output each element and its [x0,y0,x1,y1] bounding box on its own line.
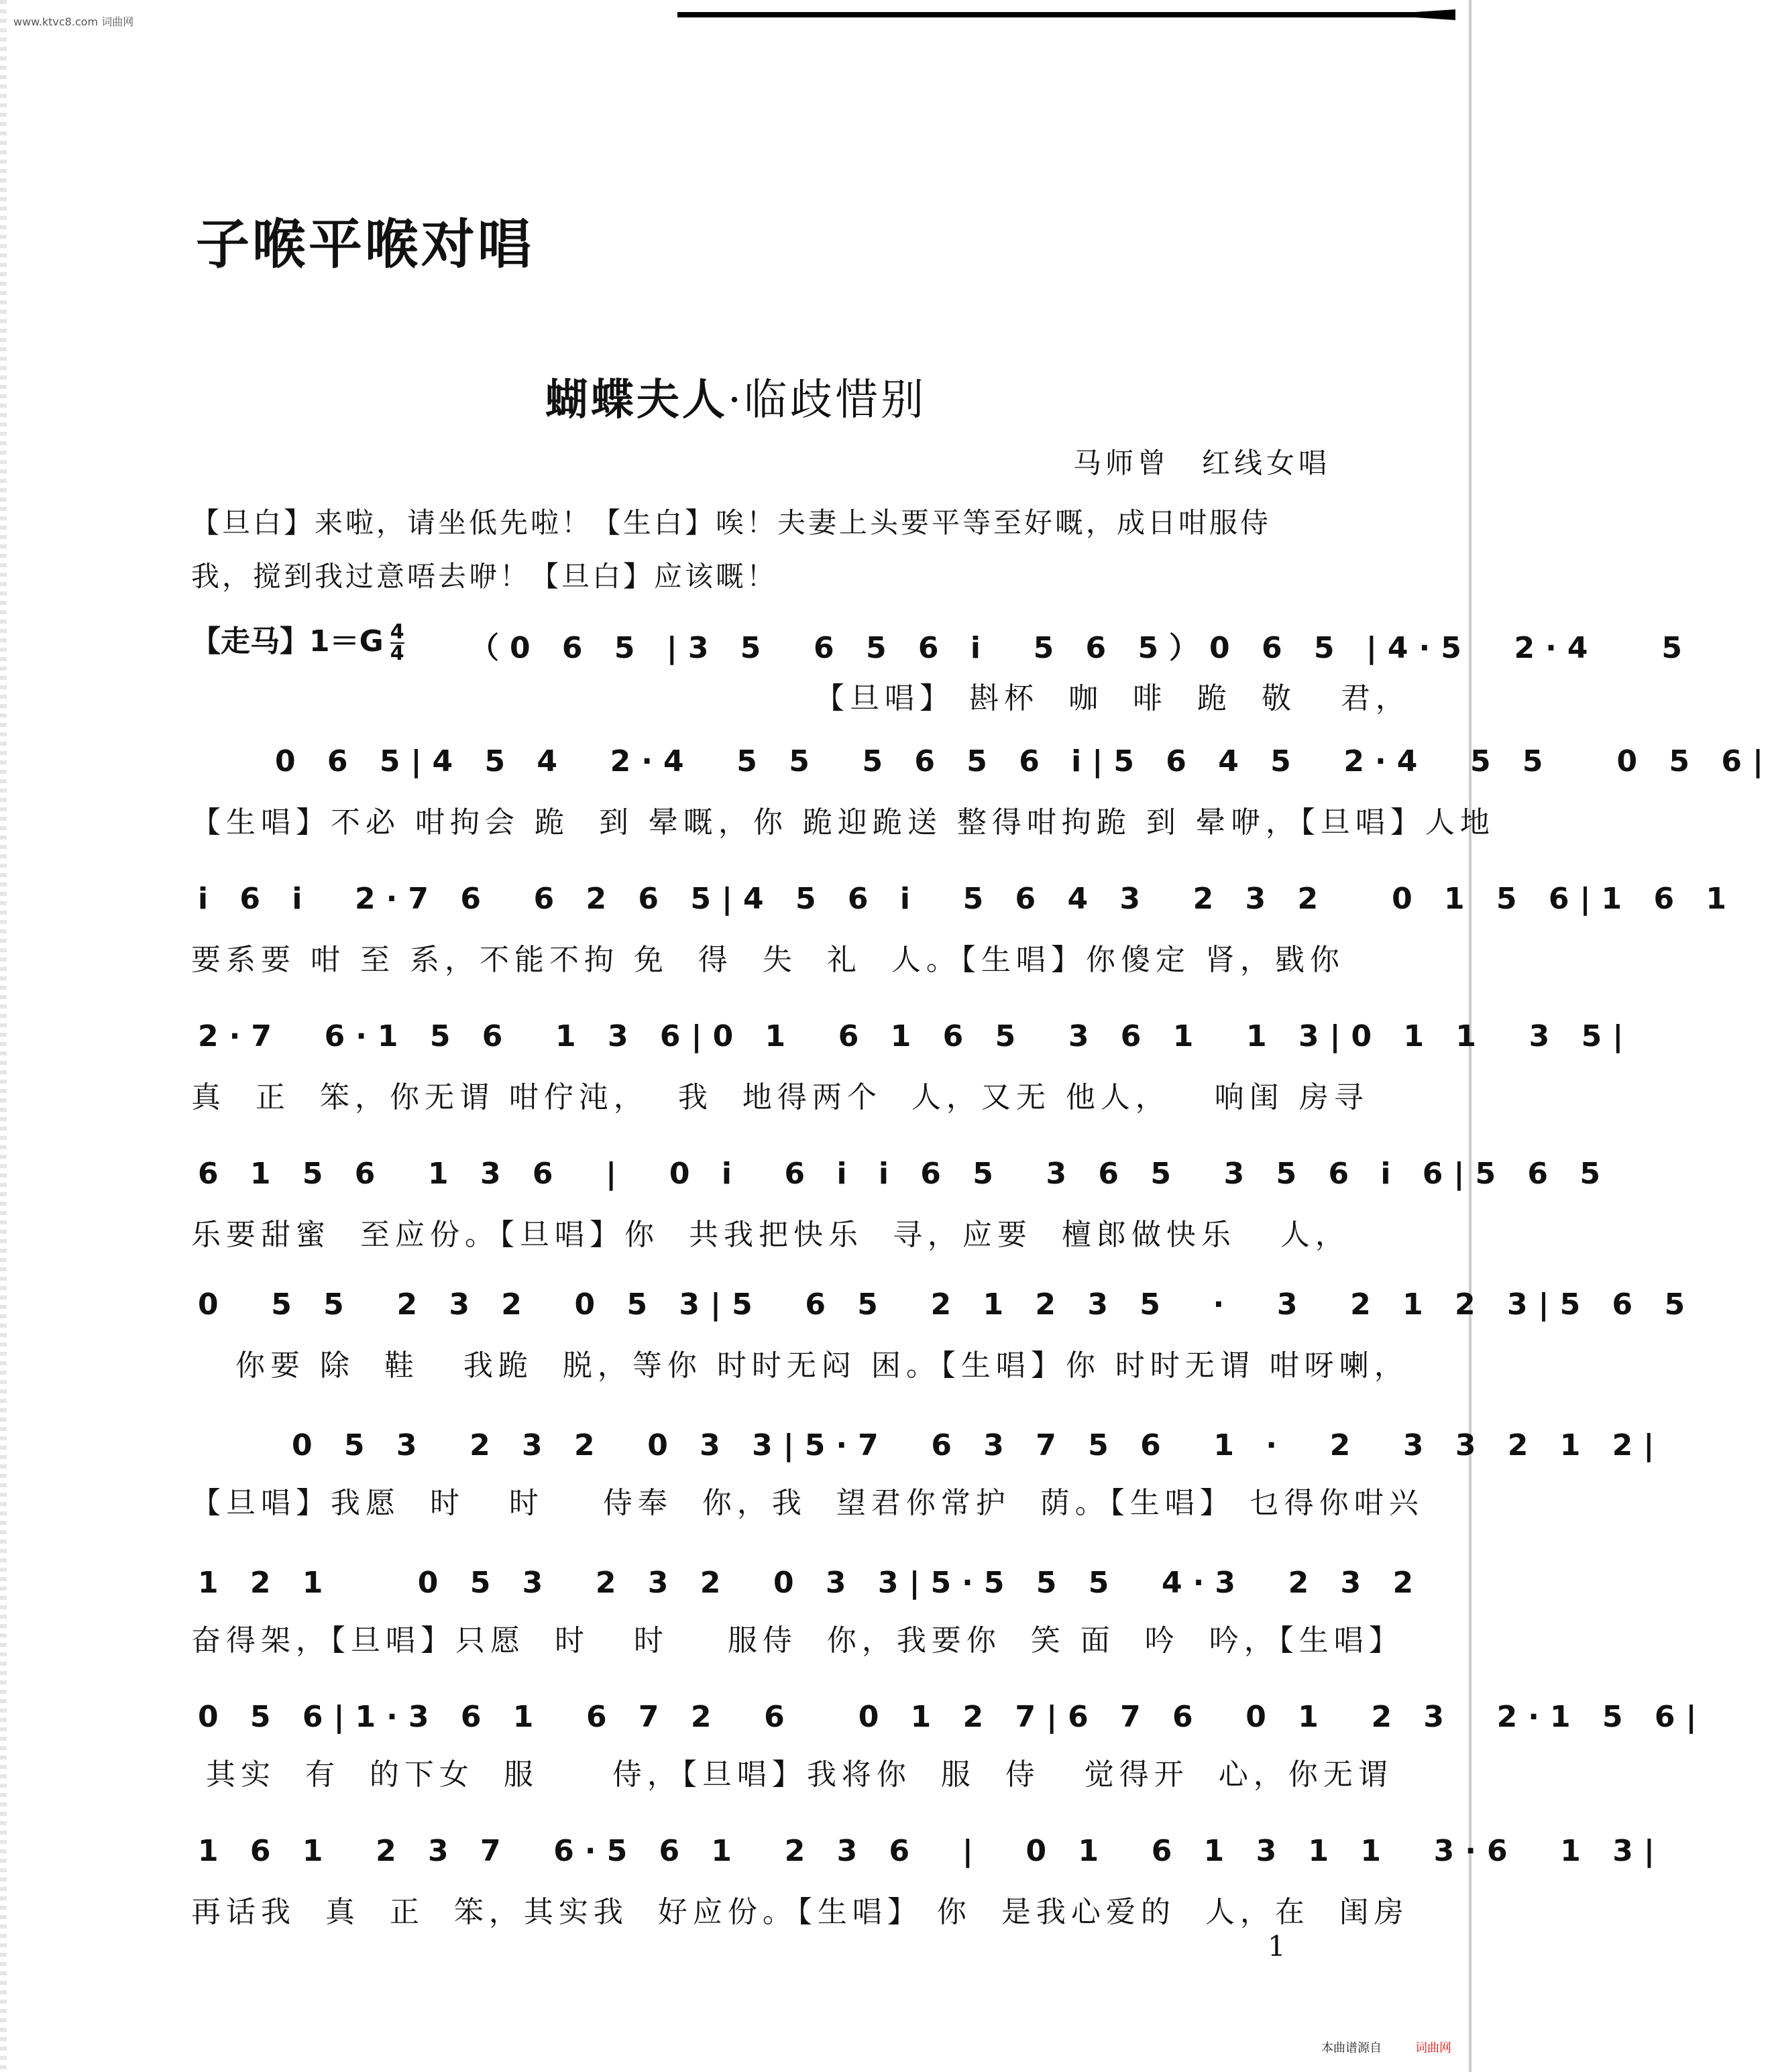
score-lyrics-6: 你要 除 鞋 我跪 脱，等你 时时无闷 困。【生唱】你 时时无谓 咁呀喇， [191,1348,1409,1383]
score-lyrics-2: 【生唱】不必 咁拘会 跪 到 晕嘅，你 跪迎跪送 整得咁拘跪 到 晕咿，【旦唱】人地 [191,805,1495,840]
footer-source-text: 本曲谱源自 [1321,2041,1382,2055]
score-notes-2: 0 6 5|4 5 4 2·4 5 5 5 6 5 6 i|5 6 4 5 2·4 5 5 0 5 6| [275,744,1774,779]
song-title-main: 蝴蝶夫人 [545,376,728,425]
score-notes-10: 1 6 1 2 3 7 6·5 6 1 2 3 6 | 0 1 6 1 3 1 1 3·6 1 3| [198,1834,1665,1868]
key-label: 【走马】1＝G [191,624,384,658]
footer-site-link[interactable]: 词曲网 [1415,2041,1451,2055]
dialogue-line-1: 【旦白】来啦，请坐低先啦！【生白】唉！夫妻上头要平等至好嘅，成日咁服侍 [191,506,1272,539]
score-notes-7: 0 5 3 2 3 2 0 3 3|5·7 6 3 7 5 6 1 · 2 3 3 2 1 2| [292,1428,1665,1462]
key-signature [191,617,404,664]
time-bottom: 4 [390,642,404,665]
song-title-sub: ·临歧惜别 [727,376,927,425]
score-lyrics-5: 乐要甜蜜 至应份。【旦唱】你 共我把快乐 寻，应要 檀郎做快乐 人， [191,1218,1350,1252]
score-notes-6: 0 5 5 2 3 2 0 5 3|5 6 5 2 1 2 3 5 · 3 2 1 2 3|5 6 5 [198,1287,1696,1322]
song-title [0,365,1472,427]
score-lyrics-1: 【旦唱】 斟杯 咖 啡 跪 敬 君， [815,681,1410,715]
time-top: 4 [390,620,404,644]
header-rule [677,12,1449,17]
score-lyrics-7: 【旦唱】我愿 时 时 侍奉 你，我 望君你常护 荫。【生唱】 乜得你咁兴 [191,1486,1424,1520]
score-lyrics-4: 真 正 笨，你无谓 咁佇沌， 我 地得两个 人，又无 他人， 响闺 房寻 [191,1080,1369,1114]
section-title: 子喉平喉对唱 [196,213,534,276]
score-lyrics-10: 再话我 真 正 笨，其实我 好应份。【生唱】 你 是我心爱的 人，在 闺房 [191,1895,1409,1929]
score-notes-9: 0 5 6|1·3 6 1 6 7 2 6 0 1 2 7|6 7 6 0 1 2 3 2·1 5 6| [198,1700,1708,1734]
header-rule-cap [1415,9,1455,20]
performers-credit: 马师曾 红线女唱 [1072,447,1331,479]
score-lyrics-9: 其实 有 的下女 服 侍，【旦唱】我将你 服 侍 觉得开 心，你无谓 [191,1758,1393,1792]
page-number: 1 [1268,1930,1286,1963]
score-notes-8: 1 2 1 0 5 3 2 3 2 0 3 3|5·5 5 5 4·3 2 3 2 [198,1566,1425,1600]
score-notes-1: （0 6 5 |3 5 6 5 6 i 5 6 5）0 6 5 |4·5 2·4 5 [469,631,1694,665]
dialogue-line-2: 我，搅到我过意唔去咿！【旦白】应该嘅！ [191,560,778,593]
page-left-edge [0,0,7,2072]
score-notes-3: i 6 i 2·7 6 6 2 6 5|4 5 6 i 5 6 4 3 2 3 2 0 1 5 6|1 6 1 [198,882,1738,916]
time-signature [390,622,404,664]
score-lyrics-8: 奋得架，【旦唱】只愿 时 时 服侍 你，我要你 笑 面 吟 吟，【生唱】 [191,1623,1404,1658]
score-notes-4: 2·7 6·1 5 6 1 3 6|0 1 6 1 6 5 3 6 1 1 3|0 1 1 3 5| [198,1019,1634,1053]
score-notes-5: 6 1 5 6 1 3 6 | 0 i 6 i i 6 5 3 6 5 3 5 6 i 6|5 6 5 [198,1157,1611,1191]
score-lyrics-3: 要系要 咁 至 系，不能不拘 免 得 失 礼 人。【生唱】你傻定 肾，戥你 [191,943,1345,977]
site-watermark[interactable]: www.ktvc8.com 词曲网 [13,15,134,28]
